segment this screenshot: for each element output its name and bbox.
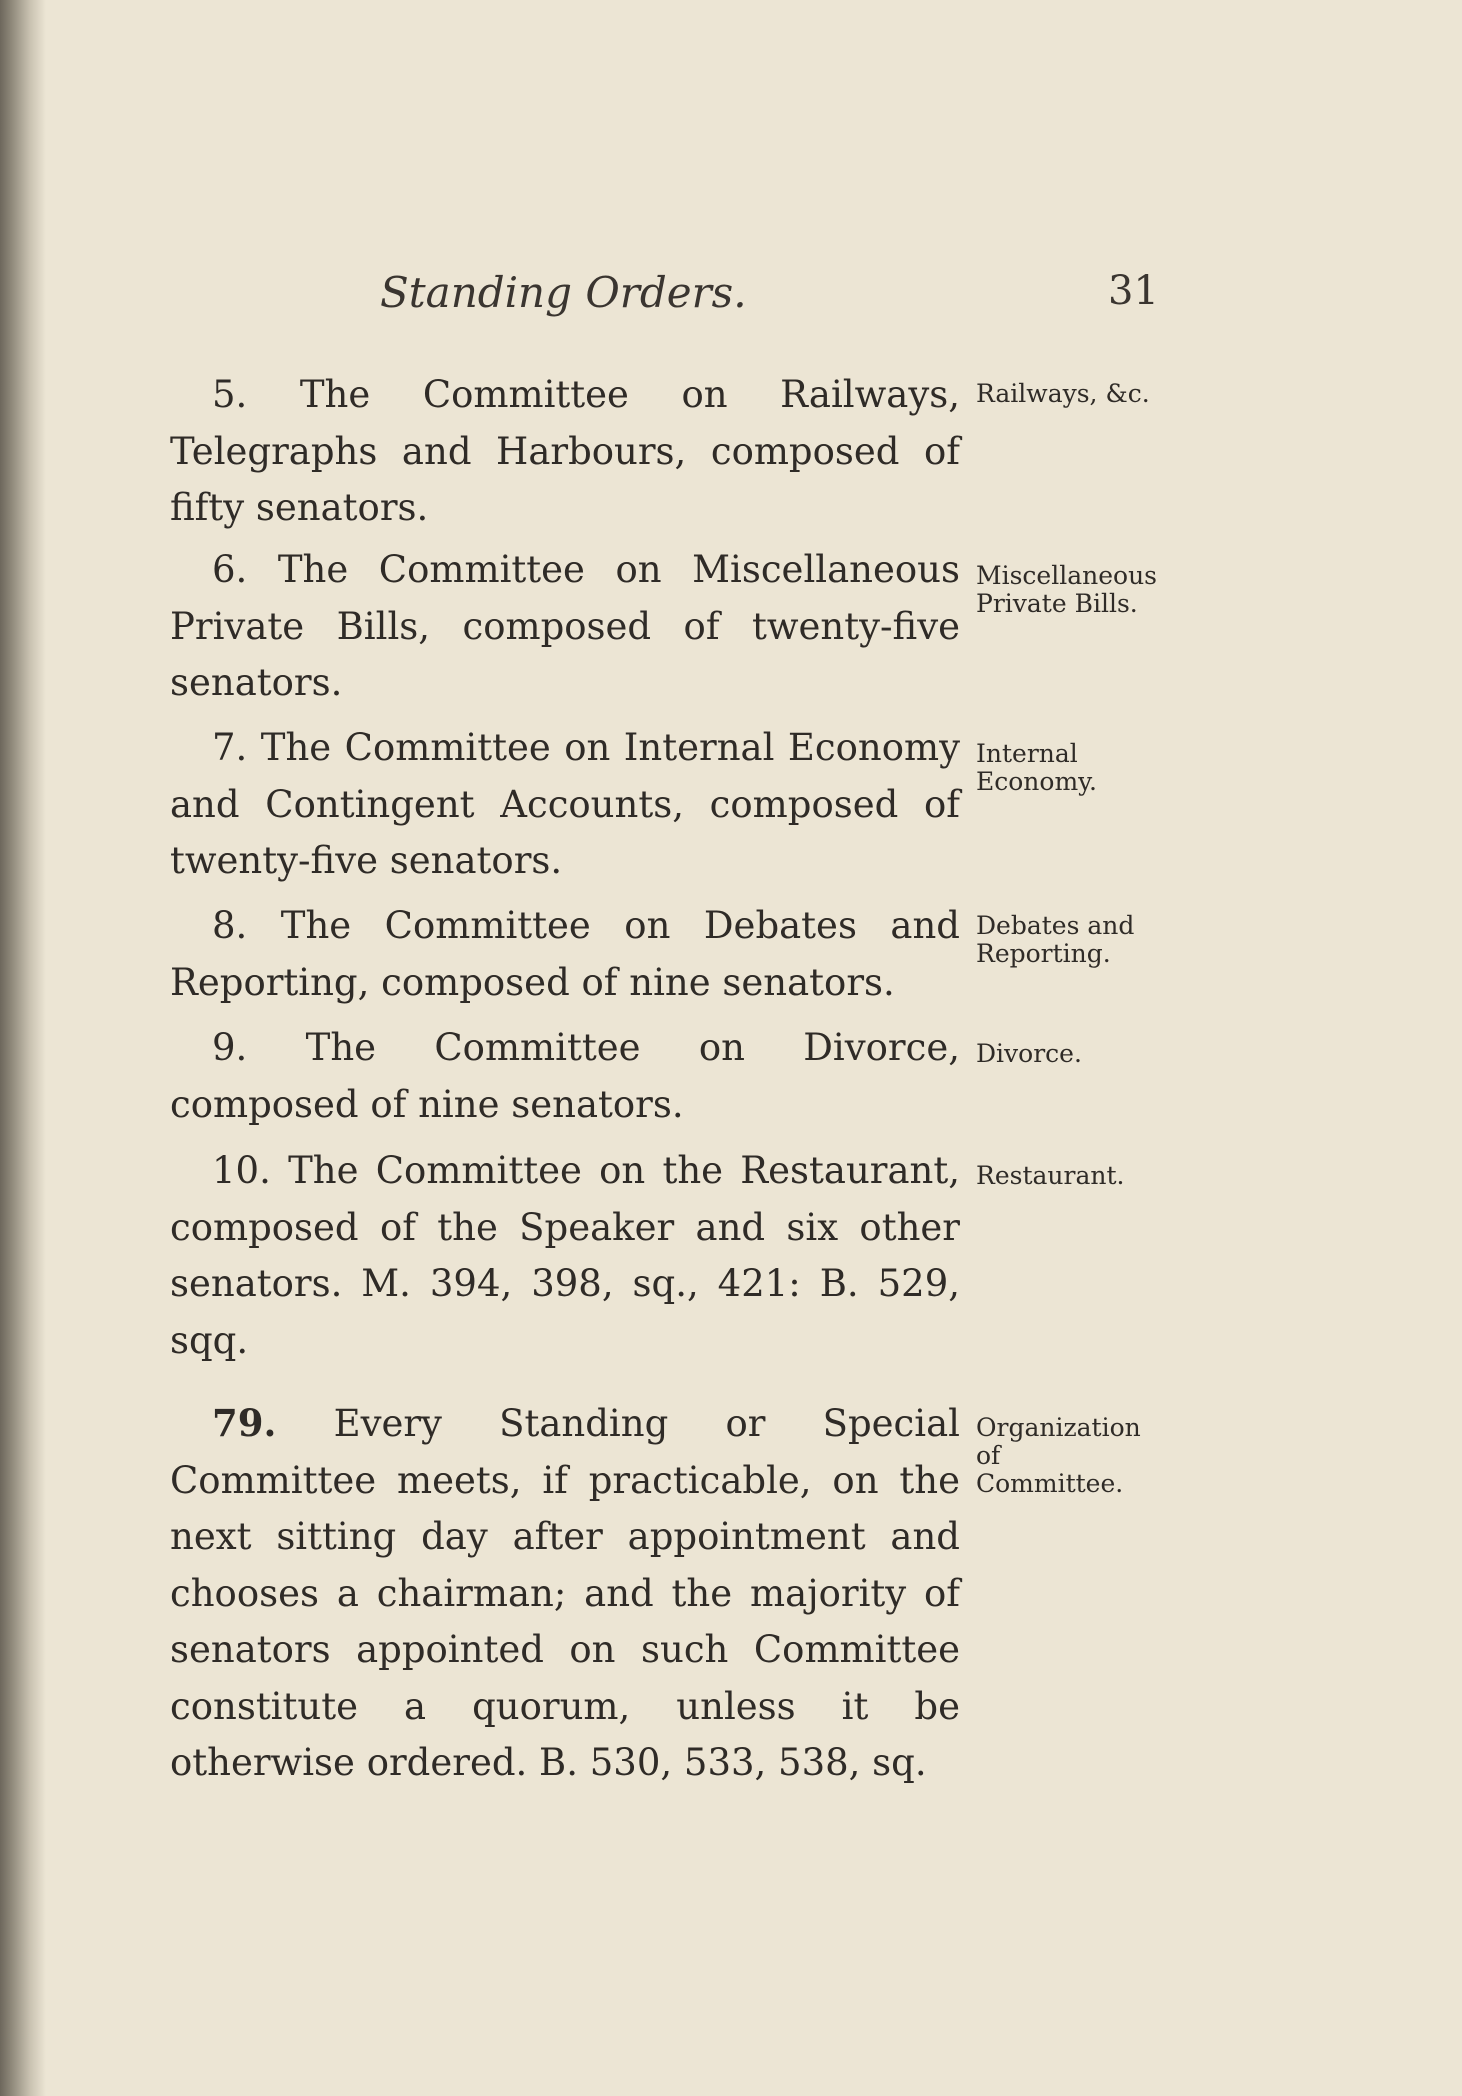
section-number: 79. <box>212 1401 277 1445</box>
list-item-7 <box>170 720 960 890</box>
margin-note-miscellaneous: Miscellaneous Private Bills. <box>976 561 1157 618</box>
list-item-9 <box>170 1020 960 1133</box>
item-text: The Committee on Miscellaneous Private Bills, composed of twenty-five senators. <box>170 548 960 704</box>
item-text: The Committee on the Restaurant, composed of the Speaker and six other senators. M. 394, 398, sq., 421: B. 529, sqq. <box>170 1149 960 1362</box>
item-text: The Committee on Internal Economy and Contingent Accounts, composed of twenty-five senators. <box>170 726 960 882</box>
item-text: The Committee on Railways, Telegraphs and Harbours, composed of fifty senators. <box>170 373 960 529</box>
item-number: 9. <box>212 1026 248 1069</box>
item-number: 7. <box>212 726 248 769</box>
list-item-10 <box>170 1143 960 1369</box>
section-text: Every Standing or Special Committee meets, if practicable, on the next sitting day after appointment and chooses a chairman; and the majority of senators appointed on such Committee constitute a quorum, unless it be otherwise ordered. B. 530, 533, 538, sq. <box>170 1402 960 1784</box>
item-text: The Committee on Divorce, composed of nine senators. <box>170 1026 960 1126</box>
page-number: 31 <box>1108 268 1159 314</box>
section-79 <box>170 1395 960 1792</box>
item-number: 5. <box>212 373 248 416</box>
item-number: 8. <box>212 904 248 947</box>
margin-note-divorce: Divorce. <box>976 1039 1082 1068</box>
page-binding-edge <box>0 0 46 2096</box>
margin-note-internal-economy: Internal Economy. <box>976 739 1097 796</box>
list-item-5 <box>170 367 960 537</box>
margin-note-debates: Debates and Reporting. <box>976 911 1135 968</box>
item-text: The Committee on Debates and Reporting, composed of nine senators. <box>170 904 960 1004</box>
item-number: 6. <box>212 548 248 591</box>
item-number: 10. <box>212 1149 271 1192</box>
margin-note-railways: Railways, &c. <box>976 379 1150 408</box>
list-item-8 <box>170 898 960 1011</box>
list-item-6 <box>170 542 960 712</box>
running-header-title: Standing Orders. <box>380 268 747 317</box>
margin-note-organization: Organization of Committee. <box>976 1413 1141 1498</box>
margin-note-restaurant: Restaurant. <box>976 1161 1125 1190</box>
